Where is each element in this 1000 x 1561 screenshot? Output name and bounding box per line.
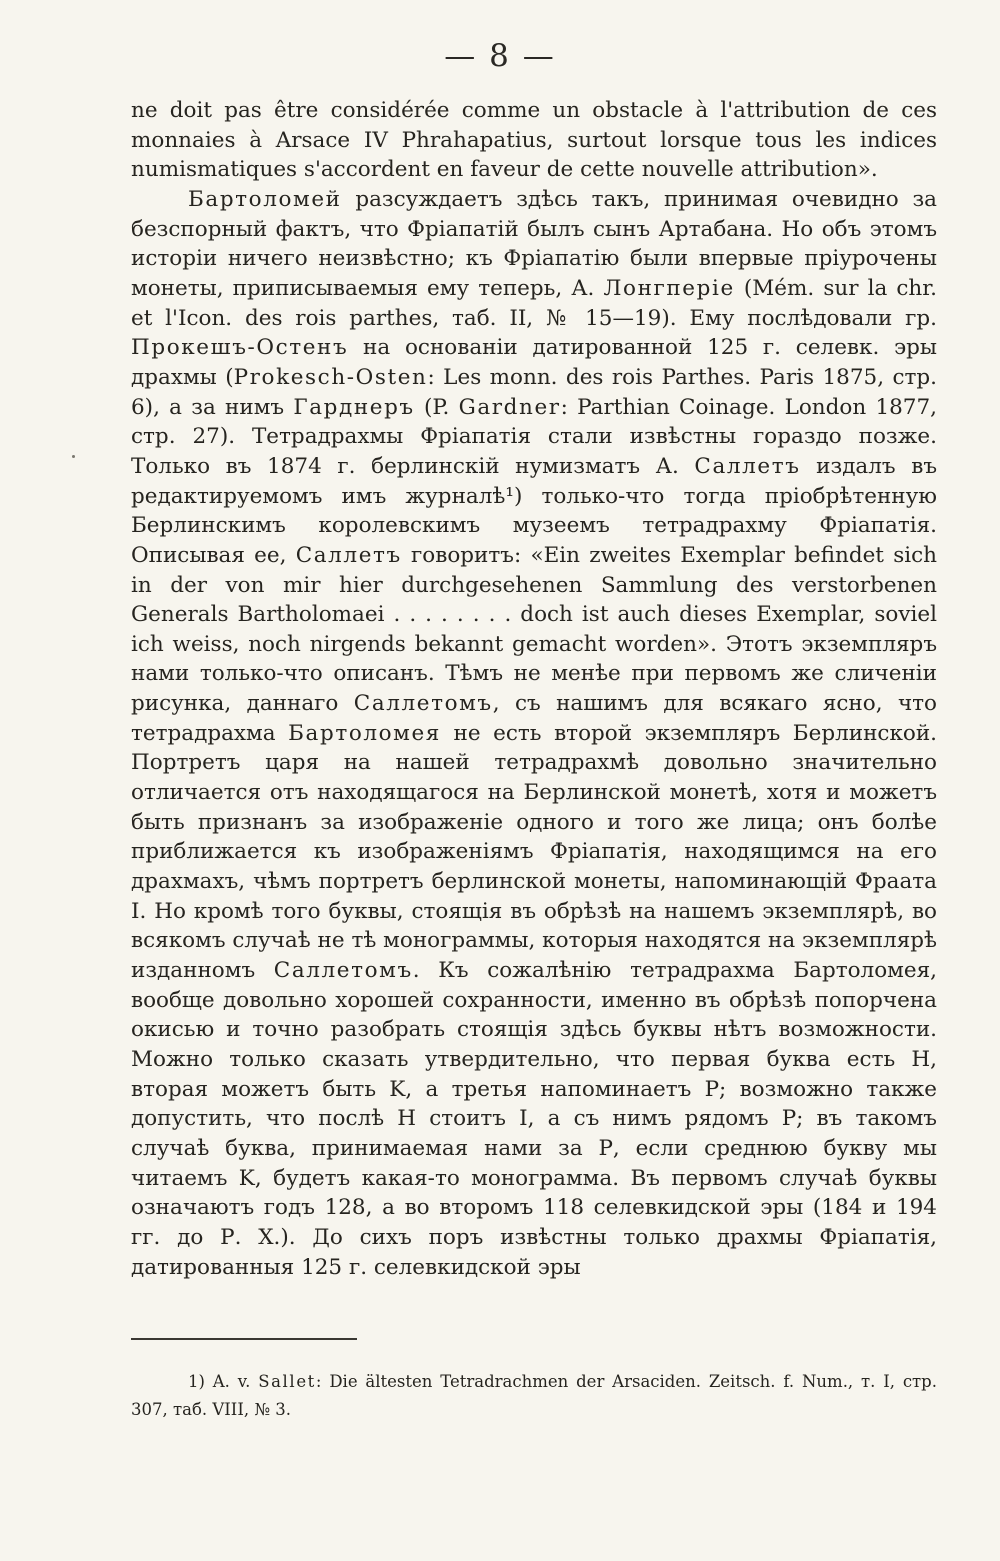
text-run: не есть второй экземпляръ Берлинской. Портретъ царя на нашей тетрадрахмѣ довольно значительно отличается отъ находящагося на Берлинской монетѣ, хотя и можетъ быть признанъ за изображеніе одного и того же лица; онъ болѣе приближается къ изображеніямъ Фріапатія, находящимся на его драхмахъ, чѣмъ портретъ берлинской монеты, напоминающій Фраата I. Но кромѣ того буквы, стоящія въ обрѣзѣ на нашемъ экземплярѣ, во всякомъ случаѣ не тѣ монограммы, которыя находятся на экземплярѣ изданномъ xyxy=(131,720,937,984)
text-run: : Parthian Coinage. London 1877, стр. 27). Тетрадрахмы Фріапатія стали извѣстны гораздо позже. Только въ 1874 г. берлинскій нумизматъ А. xyxy=(131,394,937,479)
text-run: , съ нашимъ для всякаго ясно, что тетрадрахма xyxy=(131,691,937,746)
text-run: (Mém. sur la chr. et l'Icon. des rois parthes, таб. II, № 15—19). Ему послѣдовали гр. xyxy=(131,275,937,331)
footnote-divider xyxy=(131,1338,357,1340)
main-text xyxy=(131,96,937,1282)
margin-speck xyxy=(72,455,75,458)
spaced-name: Sallet xyxy=(258,1372,316,1391)
text-run: разсуждаетъ здѣсь такъ, принимая очевидно за безспорный фактъ, что Фріапатій былъ сынъ Артабана. Но объ этомъ исторіи ничего неизвѣстно; къ Фріапатію были впервые пріурочены монеты, приписываемыя ему теперь, А. xyxy=(131,186,937,301)
paragraph-2 xyxy=(131,185,937,1282)
spaced-name: Бартоломей xyxy=(188,186,342,212)
text-run: 1) A. v. xyxy=(188,1372,259,1391)
spaced-name: Саллетъ xyxy=(295,542,402,568)
text-run: говоритъ: «Ein zweites Exemplar befindet sich in der von mir hier durchgesehenen Sammlung des verstorbenen Generals Bartholomaei . . . . . . . . doch ist auch dieses Exemplar, soviel ich weiss, noch nirgends bekannt gemacht worden». Этотъ экземпляръ нами только-что описанъ. Тѣмъ не менѣе при первомъ же сличеніи рисунка, даннаго xyxy=(131,542,937,717)
spaced-name: Gardner xyxy=(458,394,561,420)
text-run: на основаніи датированной 125 г. селевк. эры драхмы ( xyxy=(131,335,937,390)
spaced-name: Саллетомъ xyxy=(273,958,413,984)
spaced-name: Бартоломея xyxy=(288,720,441,746)
spaced-name: Прокешъ-Остенъ xyxy=(131,335,349,361)
text-run: : Die ältesten Tetradrachmen der Arsaciden. Zeitsch. f. Num., т. I, стр. 307, таб. VIII, № 3. xyxy=(131,1372,937,1419)
text-run: (P. xyxy=(414,394,459,420)
page-number: — 8 — xyxy=(444,38,556,74)
text-run: издалъ въ редактируемомъ имъ журналѣ¹) только-что тогда пріобрѣтенную Берлинскимъ королевскимъ музеемъ тетрадрахму Фріапатія. Описывая ее, xyxy=(131,453,937,568)
spaced-name: Prokesch-Osten xyxy=(233,364,428,390)
paragraph-1 xyxy=(131,96,937,185)
text-run: . Къ сожалѣнію тетрадрахма Бартоломея, вообще довольно хорошей сохранности, именно въ обрѣзѣ попорчена окисью и точно разобрать стоящія здѣсь буквы нѣтъ возможности. Можно только сказать утвердительно, что первая буква есть Η, вторая можетъ быть Κ, а третья напоминаетъ Ρ; возможно также допустить, что послѣ Η стоитъ Ι, а съ нимъ рядомъ Ρ; въ такомъ случаѣ буква, принимаемая нами за Ρ, если среднюю букву мы читаемъ Κ, будетъ какая-то монограмма. Въ первомъ случаѣ буквы означаютъ годъ 128, а во второмъ 118 селевкидской эры (184 и 194 гг. до Р. Х.). До сихъ поръ извѣстны только драхмы Фріапатія, датированныя 125 г. селевкидской эры xyxy=(131,958,937,1280)
text-run: ne doit pas être considérée comme un obstacle à l'attribution de ces monnaies à Arsace IV Phrahapatius, surtout lorsque tous les indices numismatiques s'accordent en faveur de cette nouvelle attribution». xyxy=(131,98,937,183)
spaced-name: Лонгперіе xyxy=(603,275,735,301)
spaced-name: Саллетъ xyxy=(694,453,801,479)
spaced-name: Гарднеръ xyxy=(293,394,415,420)
footnote-1 xyxy=(131,1368,937,1424)
spaced-name: Саллетомъ xyxy=(353,691,493,717)
text-run: : Les monn. des rois Parthes. Paris 1875, стр. 6), а за нимъ xyxy=(131,364,937,420)
